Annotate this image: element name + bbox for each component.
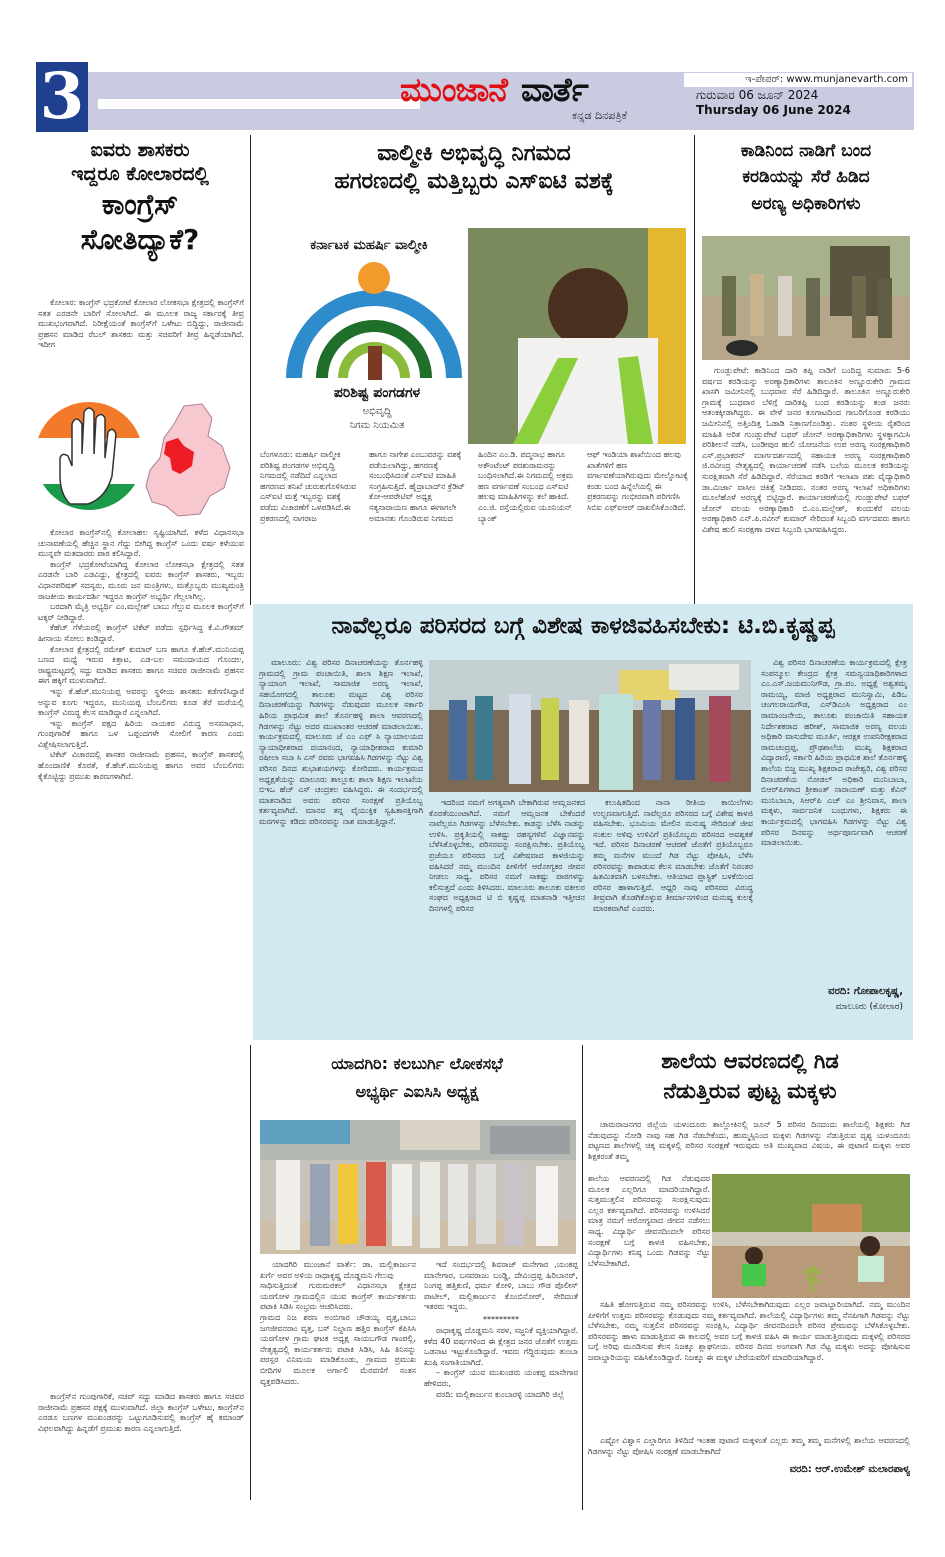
yadgir-col1: ಯಾದಗಿರಿ ಮುಂಜಾನೆ ವಾರ್ತೆ: ಡಾ. ಮಲ್ಲಿಕಾರ್ಜುನ ಖರ್ಗೆ ಅವರ ಅಳಿಯ ರಾಧಾಕೃಷ್ಣ ದೊಡ್ಡಮನಿ ಗೆಲುವು ಸಾಧಿಸುತ್ತಿದಂತೆ ಗುರುಮಠಕಲ್ ವಿಧಾನಸಭಾ ಕ್ಷೇತ್ರದ ಯರಗೋಳ ಗ್ರಾಮದಲ್ಲಿನ ಯುವ ಕಾಂಗ್ರೆಸ್ ಕಾರ್ಯಕರ್ತರು ಪಟಾಕಿ ಸಿಡಿಸಿ ಸಂಭ್ರಮ ಆಚರಿಸಿದರು. ಗ್ರಾಮದ ನಿಜ ಶರಣ ಅಂಬಿಗಾರ ಚೌಡಯ್ಯ ವೃತ್ತ,ಬಾಬು ಜಗಜೀವನರಾಂ ವೃತ್ತ, ಬಸ್ ನಿಲ್ದಾಣ ಹತ್ತಿರ ಕಾಂಗ್ರೆಸ್ ಕೆಪಿಸಿಸಿ ಯರಗೋಳ ಗ್ರಾಮ ಘಟಕ ಅಧ್ಯಕ್ಷ ಸಾಯಬಗೌಡ ಗಾಂಪಲ್ಲಿ, ನೇತೃತ್ವದಲ್ಲಿ ಕಾರ್ಯಕರ್ತರು ಪಟಾಕಿ ಸಿಡಿಸಿ, ಸಿಹಿ ತಿನಿಸನ್ನು ಪರಸ್ಪರ ವಿನಿಮಯ ಮಾಡಿಕೊಂಡು, ಗ್ರಾಮದ ಪ್ರಮುಖ ಬೀದಿಗಳ ಮೂಲಕ ಅರ್ಗಾಲಿ ಮೆರವಣಿಗೆ ಸಂತಸ ವ್ಯಕ್ತಪಡಿಸಿದರು. — [260, 1260, 416, 1386]
yadgir-headline-line: ಯಾದಗಿರಿ: ಕಲಬುರ್ಗಿ ಲೋಕಸಭೆ — [331, 1054, 503, 1073]
kolar-headline-line: ಐವರು ಶಾಸಕರು — [90, 139, 190, 161]
date-kannada: ಗುರುವಾರ 06 ಜೂನ್ 2024 — [696, 88, 819, 102]
epaper-url[interactable]: ಇ-ಪೇಪರ್: www.munjanevarth.com — [684, 73, 912, 87]
yadgir-col2c: – ಕಾಂಗ್ರೆಸ್ ಯುವ ಮುಖಂಡರು ಯಂಕಪ್ಪ ಮಾನೇಗಾರ ಹೇಳಿದರು, — [424, 1368, 578, 1388]
bear-headline-line: ಕಾಡಿನಿಂದ ನಾಡಿಗೆ ಬಂದ — [740, 141, 872, 161]
kolar-headline — [32, 138, 248, 257]
yadgir-headline — [254, 1050, 580, 1106]
logo-red-word: ಮುಂಜಾನೆ — [400, 70, 507, 109]
bear-headline-line: ಅರಣ್ಯ ಅಧಿಕಾರಿಗಳು — [751, 193, 861, 214]
valmiki-logo-and-portrait-image — [258, 228, 686, 444]
valmiki-column: ಹಾಗೂ ನಾಗೇಶ ಎಂಬುವರನ್ನು ವಶಕ್ಕೆ ಪಡೆಯಲಾಗಿದ್ದು, ಹಗರಣಕ್ಕೆ ಸಂಬಂಧಿಸಿದಂತೆ ಎಸ್‌ಐಟಿ ಮಾಹಿತಿ ಸಂಗ್ರಹಿಸುತ್ತಿದೆ. ಹೈದ್ರಾಬಾದ್‌ನ ಕ್ರೆಡಿಟ್ ಕೋ-ಆಪರೇಟಿವ್ ಅಧ್ಯಕ್ಷ ಸತ್ಯನಾರಾಯಣ ಹಾಗೂ ಈಗಾಗಲೇ ಅಮಾನತು ಗೊಂಡಿರುವ ನಿಗಮದ — [369, 450, 465, 523]
environment-col4: ವಿಶ್ವ ಪರಿಸರ ದಿನಾಚರಣೆಯ ಕಾರ್ಯಕ್ರಮದಲ್ಲಿ ಕ್ಷೇತ್ರ ಸಂಪನ್ಮೂಲ ಕೇಂದ್ರದ ಕ್ಷೇತ್ರ ಸಮನ್ವಯಾಧಿಕಾರಿಗಳಾದ ಎಂ.ಎಸ್.ಜಯಮುನಿಗೌಡ, ಗ್ರಾ.ಪಂ. ಅಧ್ಯಕ್ಷೆ ಅಶ್ವತಮ್ಮ ರಾಮಯ್ಯ, ಮಾಜಿ ಅಧ್ಯಕ್ಷರಾದ ಮುನಿಸ್ವಾಮಿ, ಪಿಡಿಒ ಚಂಗಲರಾಯಗೌಡ, ಎಸ್‌ಡಿಎಂಸಿ ಅಧ್ಯಕ್ಷರಾದ ಎಂ ರಾಮಾಂಜನೇಯ, ತಾಲೂಕು ಪಂಚಾಯಿತಿ ಸಹಾಯಕ ನಿರ್ದೇಶಕರಾದ ಹರೀಶ್, ಸಾಮಾಜಿಕ ಅರಣ್ಯ ವಲಯ ಅಧಿಕಾರಿ ವಾಸುದೇವ ಮೂರ್ತಿ, ಆರಕ್ಷಕ ಉಪನಿರೀಕ್ಷಕರಾದ ರಾಮಚಂದ್ರಪ್ಪ, ಪ್ರೌಢಶಾಲೆಯ ಮುಖ್ಯ ಶಿಕ್ಷಕರಾದ ವಿದ್ಯಾರಾಣಿ, ಸರ್ಕಾರಿ ಹಿರಿಯ ಪ್ರಾಥಮಿಕ ಶಾಲೆ ತೊರ್ನಹಳ್ಳಿ ಶಾಲೆಯ ಬಿಜ್ಜ ಮುಖ್ಯ ಶಿಕ್ಷಕರಾದ ರಾಜೇಶ್ವರಿ, ವಿಶ್ವ ಪರಿಸರ ದಿನಾಚರಣೆಯ ನೋಡಲ್ ಅಧಿಕಾರಿ ಮುನಿಬಾಬಾ, ಬಿಆರ್‌ಪಿಗಳಾದ ಶ್ರೀಕಾಂತ್ ನಾರಾಯಣ್ ಮತ್ತು ಕೆವಿನ್ ಮುನಿಬಾಬಾ, ಸಿಆರ್‌ಪಿ ಎಚ್ ಎಂ ಶ್ರೀನಿವಾಸ, ಶಾಲಾ ಮಕ್ಕಳು, ಸಾರ್ವಜನಿಕ ಬಂಧುಗಳು, ಶಿಕ್ಷಕರು ಈ ಕಾರ್ಯಕ್ರಮದಲ್ಲಿ ಭಾಗವಹಿಸಿ ಗಿಡಗಳನ್ನು ನೆಟ್ಟು ವಿಶ್ವ ಪರಿಸರ ದಿನವನ್ನು ಅರ್ಥಪೂರ್ಣವಾಗಿ ಆಚರಣೆ ಮಾಡಲಾಯಿತು. — [761, 658, 907, 848]
valmiki-column: ಹಿಂದಿನ ಎಂ.ಡಿ. ಪದ್ಮನಾಭ ಹಾಗೂ ಅಕೌಂಟೆಂಟ್ ಪರಶುರಾಮರನ್ನು ಬಂಧಿಸಲಾಗಿದೆ.ಈ ನಿಗಮದಲ್ಲಿ ಅಕ್ರಮ ಹಣ ವರ್ಗಾವಣೆ ಸಂಬಂಧ ಎಸ್‌ಐಟಿ ಹಲವು ಮಾಹಿತಿಗಳನ್ನು ಕಲೆ ಹಾಕಿದೆ. ಎಂ.ಜಿ. ರಸ್ತೆಯಲ್ಲಿರುವ ಯೂನಿಯನ್ ಬ್ಯಾಂಕ್ — [478, 450, 574, 523]
masthead — [36, 59, 914, 134]
school-headline-line: ನೆಡುತ್ತಿರುವ ಪುಟ್ಟ ಮಕ್ಕಳು — [663, 1079, 837, 1104]
kolar-intro: ಕೋಲಾರ: ಕಾಂಗ್ರೆಸ್ ಭದ್ರಕೋಟೆ ಕೋಲಾರ ಲೋಕಸಭಾ ಕ್ಷೇತ್ರದಲ್ಲಿ ಕಾಂಗ್ರೆಸ್‌ಗೆ ಸತತ ಎರಡನೇ ಬಾರಿಗೆ ಸೋಲಾಗಿದೆ. ಈ ಮೂಲಕ ರಾಜ್ಯ ಸರ್ಕಾರಕ್ಕೆ ತೀವ್ರ ಮುಖಭಂಗವಾಗಿದೆ. ನಿರೀಕ್ಷೆಯಂತೆ ಕಾಂಗ್ರೆಸ್‌ಗೆ ಒಳೇಟು ಬಿದ್ದಿದ್ದು, ರಾಜೀನಾಮೆ ಪ್ರಹಸನ ಮಾಡಿದ ರೆಬಲ್ ಶಾಸಕರು ಮತ್ತು ಸಚಿವರಿಗೆ ತೀವ್ರ ಹಿನ್ನಡೆಯಾಗಿದೆ. ಇದೀಗ — [38, 298, 244, 350]
environment-col1: ಮಾಲೂರು: ವಿಶ್ವ ಪರಿಸರ ದಿನಾಚರಣೆಯನ್ನು ತೊರ್ನಹಳ್ಳಿ ಗ್ರಾಮದಲ್ಲಿ ಗ್ರಾಮ ಪಂಚಾಯಿತಿ, ಶಾಲಾ ಶಿಕ್ಷಣ ಇಲಾಖೆ, ನ್ಯಾಯಾಂಗ ಇಲಾಖೆ, ಸಾಮಾಜಿಕ ಅರಣ್ಯ ಇಲಾಖೆ, ಸಹಯೋಗದಲ್ಲಿ ತಾಲೂಕು ಮಟ್ಟದ ವಿಶ್ವ ಪರಿಸರ ದಿನಾಚರಣೆಯನ್ನು ಗಿಡಗಳನ್ನು ನೆಡುವುದರ ಮೂಲಕ ಸರ್ಕಾರಿ ಹಿರಿಯ ಪ್ರಾಥಮಿಕ ಶಾಲೆ ತೊರ್ನಹಳ್ಳಿ ಶಾಲಾ ಆವರಣದಲ್ಲಿ ಗಿಡಗಳನ್ನು ನೆಟ್ಟು ಅದರ ಮುಖಾಂತರ ಆಚರಣೆ ಮಾಡಲಾಯಿತು. ಕಾರ್ಯಕ್ರಮದಲ್ಲಿ ಮಾಲೂರು ಜೆ ಎಂ ಎಫ್ ಸಿ ನ್ಯಾಯಾಲಯದ ನ್ಯಾಯಾಧೀಶರಾದ ದಯಾನಂದ, ನ್ಯಾಯಾಧೀಶರಾದ ಕುಮಾರಿ ರಷೀಲಾ ಸಬಾ ಸಿ ಎಸ್ ರವರು ಭಾಗವಹಿಸಿ ಗಿಡಗಳನ್ನು ನೆಟ್ಟು ವಿಶ್ವ ಪರಿಸರ ದಿನದ ಶುಭಾಶಯಗಳನ್ನು ಕೋರಿದರು. ಕಾರ್ಯಕ್ರಮದ ಅಧ್ಯಕ್ಷತೆಯನ್ನು ಮಾಲೂರು ತಾಲ್ಲೂಕು ಶಾಲಾ ಶಿಕ್ಷಣ ಇಲಾಖೆಯ ಬಿಇಒ ಹೆಚ್ ಎಸ್ ಚಂದ್ರಕಲ ವಹಿಸಿದ್ದರು. ಈ ಸಂದರ್ಭದಲ್ಲಿ ಮಾತನಾಡಿದ ಅವರು ಪರಿಸರ ಸಂರಕ್ಷಣೆ ಪ್ರತಿಯೊಬ್ಬ ಕರ್ತವ್ಯವಾಗಿದೆ. ಮಾನವ ತನ್ನ ವೈಯುಕ್ತಿಕ ಸ್ವಹಿತಾಸಕ್ತಿಗಾಗಿ ಮರಗಳನ್ನು ಕಡಿದು ಪರಿಸರವನ್ನು ನಾಶ ಮಾಡುತ್ತಿದ್ದಾನೆ. — [259, 658, 423, 826]
yadgir-col2b: ರಾಧಾಕೃಷ್ಣ ದೊಡ್ಡಮನಿ ಸರಳ, ಸಜ್ಜನಿಕೆ ವ್ಯಕ್ತಿಯಾಗಿದ್ದಾರೆ. ಕಳೆದ 40 ವರ್ಷಗಳಿಂದ ಈ ಕ್ಷೇತ್ರದ ಜನರ ಜೊತೆಗೆ ಉತ್ತಮ ಒಡನಾಟ ಇಟ್ಟುಕೊಂಡಿದ್ದಾರೆ. ಇವರು ಗೆದ್ದಿರುವುದು ತುಂಬಾ ಖುಷಿ ಸಂಗಾತಿಯಾಗಿದೆ. — [424, 1325, 578, 1367]
valmiki-column: ಆಫ್ ಇಂಡಿಯಾ ಶಾಖೆಯಿಂದ ಹಲವು ಖಾತೆಗಳಿಗೆ ಹಣ ವರ್ಗಾವಣೆಯಾಗಿರುವುದು ಮೇಲ್ನೋಟಕ್ಕೆ ಕಂಡು ಬಂದ ಹಿನ್ನೆಲೆಯಲ್ಲಿ ಈ ಪ್ರಕರಣವನ್ನು ಗಂಭೀರವಾಗಿ ಪರಿಗಣಿಸಿ ಸಿಬಿಐ ಎಫ್‌ಐಆರ್ ದಾಖಲಿಸಿಕೊಂಡಿದೆ. — [587, 450, 688, 512]
school-side: ಶಾಲೆಯ ಆವರಣದಲ್ಲಿ ಗಿಡ ನೆಡುವುದರ ಮೂಲಕ ಎಲ್ಲರಿಗೂ ಮಾದರಿಯಾಗಿದ್ದಾರೆ. ಸುತ್ತಮುತ್ತಲಿನ ಪರಿಸರವನ್ನು ಸಂರಕ್ಷಿಸುವುದು ಎಲ್ಲರ ಕರ್ತವ್ಯವಾಗಿದೆ. ಪರಿಸರವನ್ನು ಉಳಿಸಿದರೆ ಮಾತ್ರ ನಮಗೆ ಆರೋಗ್ಯವಾದ ಜೀವನ ನಡೆಸಲು ಸಾಧ್ಯ. ವಿದ್ಯಾರ್ಥಿ ಜೀವನದಿಂದಲೇ ಪರಿಸರ ಸಂರಕ್ಷಣೆ ಬಗ್ಗೆ ಕಾಳಜಿ ವಹಿಸಬೇಕು, ವಿದ್ಯಾರ್ಥಿಗಳು ಕನಿಷ್ಠ ಒಂದು ಗಿಡವನ್ನು ನೆಟ್ಟು ಬೆಳೆಸಬೇಕಾಗಿದೆ. — [588, 1174, 710, 1268]
valmiki-headline-line: ಹಗರಣದಲ್ಲಿ ಮತ್ತಿಬ್ಬರು ಎಸ್‌ಐಟಿ ವಶಕ್ಕೆ — [334, 169, 614, 195]
school-headline-line: ಶಾಲೆಯ ಆವರಣದಲ್ಲಿ ಗಿಡ — [661, 1049, 839, 1073]
bear-headline-line: ಕರಡಿಯನ್ನು ಸೆರೆ ಹಿಡಿದ — [742, 167, 870, 188]
school-byline: ವರದಿ: ಆರ್.ಉಮೇಶ್ ಮಲಾರಪಾಳ್ಯ — [789, 1464, 910, 1475]
environment-headline: ನಾವೆಲ್ಲರೂ ಪರಿಸರದ ಬಗ್ಗೆ ವಿಶೇಷ ಕಾಳಜಿವಹಿಸಬೇಕು: ಟಿ.ಬಿ.ಕೃಷ್ಣಪ್ಪ — [331, 613, 835, 639]
school-body: ಸಹಿತಿ ಹೋಗುತ್ತಿರುವ ನಮ್ಮ ಪರಿಸರವನ್ನು ಉಳಿಸಿ, ಬೆಳೆಸಬೇಕಾಗಿರುವುದು ಎಲ್ಲರ ಜವಾಬ್ದಾರಿಯಾಗಿದೆ. ನಮ್ಮ ಮುಂದಿನ ಪೀಳಿಗೆಗೆ ಉತ್ತಮ ಪರಿಸರವನ್ನು ಕೊಡುವುದು ನಮ್ಮ ಕರ್ತವ್ಯವಾಗಿದೆ. ಶಾಲೆಯಲ್ಲಿ ವಿದ್ಯಾರ್ಥಿಗಳು ತಮ್ಮ ನೆನಪಿಗಾಗಿ ಗಿಡವನ್ನು ನೆಟ್ಟು ಬೆಳೆಸಬೇಕು, ನಮ್ಮ ಸುತ್ತಲಿನ ಪರಿಸರವನ್ನು ಸಂರಕ್ಷಿಸಿ, ವಿದ್ಯಾರ್ಥಿ ಜೀವನದಿಂದಲೇ ಪರಿಸರ ಪ್ರೇಮವನ್ನು ಬೆಳೆಸಿಕೊಳ್ಳಬೇಕು. ಪರಿಸರವನ್ನು ಹಾಳು ಮಾಡುತ್ತಿರುವ ಈ ಕಾಲದಲ್ಲಿ ಅವರ ಬಗ್ಗೆ ಕಾಳಜಿ ವಹಿಸಿ ಈ ಕಾರ್ಯ ಮಾಡುತ್ತಿರುವುದು ಮಕ್ಕಳಲ್ಲಿ ಪರಿಸರದ ಬಗ್ಗೆ ಅರಿವು ಮೂಡಿಸುವ ಕೆಲಸ ನಿಜಕ್ಕೂ ಶ್ಲಾಘನೀಯ. ಪರಿಸರ ದಿನದ ಅಂಗವಾಗಿ ಗಿಡ ನೆಟ್ಟ ಮಕ್ಕಳು ಅದನ್ನು ಪೋಷಿಸುವ ಜವಾಬ್ದಾರಿಯನ್ನು ವಹಿಸಿಕೊಂಡಿದ್ದಾರೆ. ನಿಜಕ್ಕೂ ಈ ಮಕ್ಕಳ ಬೇರೆಯವರಿಗೆ ಮಾದರಿಯಾಗಿದ್ದಾರೆ. — [588, 1300, 910, 1362]
kolar-headline-line: ಸೋತಿದ್ಯಾಕೆ? — [80, 222, 200, 256]
kolar-body: ಕೋಲಾರ ಕಾಂಗ್ರೆಸ್‌ನಲ್ಲಿ ಕೋಲಾಹಲ ಸೃಷ್ಟಿಯಾಗಿದೆ. ಕಳೆದ ವಿಧಾನಸಭಾ ಚುನಾವಣೆಯಲ್ಲಿ ಹೆಚ್ಚಿನ ಸ್ಥಾನ ಗೆದ್ದು ಬೀಗಿದ್ದ ಕಾಂಗ್ರೆಸ್ ಒಂದು ವರ್ಷ ಕಳೆಯುವ ಮುನ್ನವೇ ಮತದಾರರು ಪಾಠ ಕಲಿಸಿದ್ದಾರೆ. ಕಾಂಗ್ರೆಸ್ ಭದ್ರಕೋಟೆಯಾಗಿದ್ದ ಕೋಲಾರ ಲೋಕಸಭಾ ಕ್ಷೇತ್ರದಲ್ಲಿ ಸತತ ಎರಡನೇ ಬಾರಿ ಎಡವಿದ್ದು, ಕ್ಷೇತ್ರದಲ್ಲಿ ಐವರು ಕಾಂಗ್ರೆಸ್ ಶಾಸಕರು, ಇಬ್ಬರು ವಿಧಾನಪರಿಷತ್ ಸದಸ್ಯರು, ಮೂರು ಜನ ಮಂತ್ರಿಗಳು, ಮತ್ತೊಬ್ಬರು ಮುಖ್ಯಮಂತ್ರಿ ರಾಜಕೀಯ ಕಾರ್ಯದರ್ಶಿ ಇದ್ದರೂ ಕಾಂಗ್ರೆಸ್ ಅಭ್ಯರ್ಥಿ ಗೆಲ್ಲಲಾಗಿಲ್ಲ. ಬರದಾಗಿ ಮೈತ್ರಿ ಅಭ್ಯರ್ಥಿ ಎಂ.ಮಲ್ಲೇಶ್ ಬಾಬು ಗೆಲ್ಲುವ ಮೂಲಕ ಕಾಂಗ್ರೆಸ್‌ಗೆ ಟಕ್ಕರ್ ನೀಡಿದ್ದಾರೆ. ಕೆಹೆಚ್ ಗೆಳೆಯರಲ್ಲಿ ಕಾಂಗ್ರೆಸ್ ಟಿಕೆಟ್ ಪಡೆದು ಸ್ಪರ್ಧಿಸಿದ್ದ ಕೆ.ವಿ.ಗೌತಮ್ ಹೀನಾಯ ಸೋಲು ಕಂಡಿದ್ದಾರೆ. ಕೋಲಾರ ಕ್ಷೇತ್ರದಲ್ಲಿ ರಮೇಶ್ ಕುಮಾರ್ ಬಣ ಹಾಗೂ ಕೆ.ಹೆಚ್.ಮುನಿಯಪ್ಪ ಬಣದ ಮಧ್ಯೆ ಇರುವ ಕಿತ್ತಾಟ, ಎಡ-ಬಲ ಸಮುದಾಯದ ಗೊಂದಲ, ರಾಷ್ಟ್ರಮಟ್ಟದಲ್ಲಿ ಸದ್ದು ಮಾಡಿದ ಶಾಸಕರು ಹಾಗೂ ಸಚಿವರ ರಾಜೀನಾಮೆ ಪ್ರಹಸನ ಈಗ ಹಕ್ಕಿಗೆ ಮುಳುವಾಗಿದೆ. ಇನ್ನು ಕೆ.ಹೆಚ್.ಮುನಿಯಪ್ಪ ಅವರನ್ನು ಸ್ಥಳೀಯ ಶಾಸಕರು ಕಡೆಗಣಿಸಿದ್ದಾರೆ ಅನ್ನುವ ಕೂಗು ಇದ್ದರೂ, ಮುನಿಯಪ್ಪ ಬೆಂಬಲಿಗರು ಕೂಡ ತೆರೆ ಮರೆಯಲ್ಲಿ ಕಾಂಗ್ರೆಸ್ ವಿರುದ್ಧ ಕೆಲಸ ಮಾಡಿದ್ದಾರೆ ಎನ್ನಲಾಗಿದೆ. ಇನ್ನು ಕಾಂಗ್ರೆಸ್ ಪಕ್ಷದ ಹಿರಿಯ ನಾಯಕರ ವಿರುದ್ಧ ಅಸಮಾಧಾನ, ಗುಂಪುಗಾರಿಕೆ ಹಾಗೂ ಒಳ ಒಪ್ಪಂದಗಳೇ ಸೋಲಿಗೆ ಕಾರಣ ಎಂದು ವಿಶ್ಲೇಷಿಸಲಾಗುತ್ತಿದೆ. ಟಿಕೆಟ್ ವಿಚಾರದಲ್ಲಿ ಶಾಸಕರ ರಾಜೀನಾಮೆ ಪ್ರಹಸನ, ಕಾಂಗ್ರೆಸ್ ಶಾಸಕರಲ್ಲಿ ಹೊಂದಾಣಿಕೆ ಕೊರತೆ, ಕೆ.ಹೆಚ್.ಮುನಿಯಪ್ಪ ಹಾಗೂ ಅವರ ಬೆಂಬಲಿಗರು ಕೈಕೊಟ್ಟಿದ್ದು ಪ್ರಮುಖ ಕಾರಣಗಳಾಗಿವೆ. — [38, 528, 244, 781]
valmiki-body — [260, 450, 688, 596]
column-divider — [694, 135, 695, 605]
newspaper-subtitle: ಕನ್ನಡ ದಿನಪತ್ರಿಕೆ — [572, 109, 628, 122]
yadgir-col2-wrap — [424, 1260, 578, 1492]
valmiki-logo-sub-text: ಅಭಿವೃದ್ಧಿ — [362, 406, 392, 417]
children-planting-photo — [712, 1174, 910, 1298]
logo-black-word: ವಾರ್ತೆ — [521, 70, 588, 109]
environment-col3: ಕಲುಷಿತದಿಂದ ನಾನಾ ರೀತಿಯ ಕಾಯಿಲೆಗಳು ಉಲ್ಬಣವಾಗುತ್ತಿದೆ. ನಾವೆಲ್ಲರೂ ಪರಿಸರದ ಬಗ್ಗೆ ವಿಶೇಷ ಕಾಳಜಿ ವಹಿಸಬೇಕು. ಭೂಮಿಯ ಮೇಲಿನ ಮನುಷ್ಯ ಸೇರಿದಂತೆ ಜೀವ ಸಂಕುಲ ಅಳಿವು ಉಳಿವಿಗೆ ಪ್ರತಿಯೊಬ್ಬರು ಪರಿಸರದ ಅವಶ್ಯಕತೆ ಇದೆ. ಪರಿಸರ ದಿನಾಚರಣೆ ಆಚರಣೆ ಜೊತೆಗೆ ಪ್ರತಿಯೊಬ್ಬರೂ ತಮ್ಮ ಮನೆಗಳ ಮುಂದೆ ಗಿಡ ನೆಟ್ಟು ಪೋಷಿಸಿ, ಬೆಳೆಸಿ ಪರಿಸರವನ್ನು ಕಾಪಾಡುವ ಕೆಲಸ ಮಾಡಬೇಕು ಜೊತೆಗೆ ನಿರಂತರ ಹಿತಮಿತವಾಗಿ ಬಳಸಬೇಕು. ಆತಿಯಾದ ಪ್ಲಾಸ್ಟಿಕ್ ಬಳಕೆಯಿಂದ ಪರಿಸರ ಹಾಳಾಗುತ್ತಿದೆ. ಆಧ್ದರಿ ನಾವು ಪರಿಸರದ ವಿರುದ್ಧ ತೀವ್ರವಾಗಿ ತೊಡಗಿಕೊಳ್ಳುವ ತೀರ್ಮಾನಗಳಿಂದ ಮನುಷ್ಯ ಕುಲಕ್ಕೆ ಮಾರಕವಾಗಿವೆ ಎಂದರು. — [593, 798, 753, 913]
congress-kolar-map-image — [34, 394, 246, 522]
bear-rescue-photo — [702, 236, 910, 360]
school-intro: ಚಾಮರಾಜನಗರ ಜಿಲ್ಲೆಯ ಯಳಂದೂರು ತಾಲ್ಲೋಕಿನಲ್ಲಿ ಜೂನ್ 5 ಪರಿಸರ ದಿನದಂದು ಶಾಲೆಯಲ್ಲಿ ಶಿಕ್ಷಕರು ಗಿಡ ನೆಡುವುದನ್ನು ನೋಡಿ ನಾವು ಸಹ ಗಿಡ ನೆಡಬೇಕೆಂದು, ಹುಮ್ಮಸ್ಸಿನಿಂದ ಮಕ್ಕಳು ಗಿಡಗಳನ್ನು ನೆಡುತ್ತಿರುವ ದೃಶ್ಯ ಯಳಂದೂರು ಪಟ್ಟಣದ ಶಾಲೆಗಳಲ್ಲಿ ಚಿಕ್ಕ ಮಕ್ಕಳಲ್ಲಿ ಪರಿಸರ ಸಂರಕ್ಷಣೆ ಇರುವುದು ಅತಿ ಮುಖ್ಯವಾದ ವಿಷಯ, ಈ ಪುಟಾಣಿ ಮಕ್ಕಳು ಅವರ ಶಿಕ್ಷಕರಂತೆ ತಮ್ಮ — [588, 1120, 910, 1161]
masthead-rule — [98, 99, 420, 109]
yadgir-byline: ವರದಿ: ಮಲ್ಲಿಕಾರ್ಜುನ ಕುಂಬಾರಳ್ಳಿ ಯಾದಗಿರಿ ಜಿಲ್ಲೆ — [436, 1389, 565, 1399]
bear-headline — [698, 138, 914, 217]
yadgir-headline-line: ಅಭ್ಯರ್ಥಿ ಎಐಸಿಸಿ ಅಧ್ಯಕ್ಷ — [355, 1082, 479, 1101]
environment-byline-place: ಮಾಲೂರು (ಕೋಲಾರ) — [835, 1002, 903, 1012]
bear-body: ಗುಂಡ್ಲುಪೇಟೆ: ಕಾಡಿನಿಂದ ದಾರಿ ತಪ್ಪಿ ನಾಡಿಗೆ ಬಂದಿದ್ದ ಸುಮಾರು 5-6 ವರ್ಷದ ಕರಡಿಯನ್ನು ಅರಣ್ಯಾಧಿಕಾರಿಗಳು ತಾಲೂಕಿನ ಅಣ್ಣೂರುಕೇರಿ ಗ್ರಾಮದ ಖಾಸಗಿ ಜಮೀನಿನಲ್ಲಿ ಬುಧವಾರ ಸೆರೆ ಹಿಡಿದಿದ್ದಾರೆ. ತಾಲೂಕಿನ ಅಣ್ಣೂರುಕೇರಿ ಗ್ರಾಮಕ್ಕೆ ಬುಧವಾರ ಬೆಳಿಗ್ಗೆ ದಾರಿತಪ್ಪಿ ಬಂದ ಕರಡಿಯನ್ನು ಕಂಡ ಜನರು ಆತಂಕಕ್ಕೀಡಾಗಿದ್ದರು. ಈ ವೇಳೆ ಜನರ ಕೂಗಾಟದಿಂದ ಗಾಬರಿಗೊಂಡ ಕರಡಿಯು ಜಮೀನಿನಲ್ಲಿ ಅತ್ತಿಂದಿತ್ತ ಓಡಾಡಿ ನಿತ್ರಾಣಗೊಂಡಿತ್ತು. ನಂತರ ಸ್ಥಳೀಯ ರೈತರಿಂದ ಮಾಹಿತಿ ಅರಿತ ಗುಂಡ್ಲುಪೇಟೆ ಬಫರ್ ಜೋನ್ ಅರಣ್ಯಾಧಿಕಾರಿಗಳು ಸ್ಥಳಕ್ಕಾಗಮಿಸಿ ಪರಿಶೀಲನೆ ನಡೆಸಿ, ಬಂಡೀಪುರ ಹುಲಿ ಯೋಜನೆಯ ಉಪ ಅರಣ್ಯ ಸಂರಕ್ಷಣಾಧಿಕಾರಿ ಎಸ್.ಪ್ರಭಾಕರನ್ ಮಾರ್ಗದರ್ಶನದಲ್ಲಿ ಸಹಾಯಕ ಅರಣ್ಯ ಸಂರಕ್ಷಣಾಧಿಕಾರಿ ಜಿ.ರವೀಂದ್ರ ನೇತೃತ್ವದಲ್ಲಿ ಕಾರ್ಯಾಚರಣೆ ನಡೆಸಿ ಬಲೆಯ ಮೂಲಕ ಕರಡಿಯನ್ನು ಸುರಕ್ಷಿತವಾಗಿ ಸೆರೆ ಹಿಡಿದಿದ್ದಾರೆ. ಸೆರೆಯಾದ ಕರಡಿಗೆ ಇಲಾಖಾ ಪಶು ವೈದ್ಯಾಧಿಕಾರಿ ಡಾ.ಮಿರ್ಜಾ ವಾಸೀಂ ಚಿಕಿತ್ಸೆ ನೀಡಿದರು. ನಂತರ ಅರಣ್ಯ ಇಲಾಖೆ ಅಧಿಕಾರಿಗಳು ಮೂಲೆಹೊಳೆ ಅರಣ್ಯಕ್ಕೆ ಬಿಟ್ಟಿದ್ದಾರೆ. ಕಾರ್ಯಾಚರಣೆಯಲ್ಲಿ ಗುಂಡ್ಲುಪೇಟೆ ಬಫರ್ ಜೋನ್ ವಲಯ ಅರಣ್ಯಾಧಿಕಾರಿ ಬಿ.ಎಂ.ಮಲ್ಲೇಶ್, ಕುಂದುಕೆರೆ ವಲಯ ಅರಣ್ಯಾಧಿಕಾರಿ ಎನ್.ಪಿ.ನವೀನ್ ಕುಮಾರ್ ಸೇರಿದಂತೆ ಸಿಬ್ಬಂದಿ ವರ್ಗದವರು ಹಾಗೂ ವಿಶೇಷ ಹುಲಿ ಸಂರಕ್ಷಣಾ ದಳದ ಸಿಬ್ಬಂದಿ ಭಾಗವಹಿಸಿದ್ದರು. — [702, 366, 910, 534]
kolar-closing: ಕಾಂಗ್ರೆಸ್‌ನ ಗುಂಪುಗಾರಿಕೆ, ಸಚಿವ್ ಸದ್ದು ಮಾಡಿದ ಶಾಸಕರು ಹಾಗೂ ಸಚಿವರ ರಾಜೀನಾಮೆ ಪ್ರಹಸನ ಪಕ್ಷಕ್ಕೆ ಮುಳುವಾಗಿದೆ. ಜಿಲ್ಲಾ ಕಾಂಗ್ರೆಸ್ ಒಳೇಟು, ಕಾಂಗ್ರೆಸ್‌ನ ಎರಡೂ ಬಣಗಳ ಮುಖಂಡರನ್ನು ಒಟ್ಟುಗೂಡಿಸುವಲ್ಲಿ ಕಾಂಗ್ರೆಸ್ ಹೈ ಕಮಾಂಡ್ ವಿಫಲವಾಗಿದ್ದು ಹಿನ್ನಡೆಗೆ ಪ್ರಮುಖ ಕಾರಣ ಎನ್ನಲಾಗುತ್ತಿದೆ. — [38, 1392, 244, 1433]
story-environment — [253, 604, 913, 1040]
separator: ********* — [483, 1314, 519, 1324]
valmiki-logo-sub-text: ನಿಗಮ ನಿಯಮಿತ — [349, 420, 405, 431]
valmiki-logo-main-text: ಪರಿಶಿಷ್ಟ ಪಂಗಡಗಳ — [333, 385, 421, 401]
column-divider — [582, 1045, 583, 1510]
valmiki-headline — [254, 140, 694, 196]
valmiki-headline-line: ವಾಲ್ಮೀಕಿ ಅಭಿವೃದ್ಧಿ ನಿಗಮದ — [377, 141, 571, 166]
yadgir-col2: ಇದೆ ಸಂದರ್ಭದಲ್ಲಿ ಶಿವರಾಜ್ ಮನೇಗಾರ ,ಯಂಕಪ್ಪ ಮಾನೇಗಾರ, ಬಸವರಾಜು ಬಂಡ್ಡಿ, ದೇವಿಂದ್ರಪ್ಪ ಹಿರಿಬಾನರ್, ನಿಂಗಪ್ಪ ಹತ್ತಿಕುಣಿ, ಧರ್ಮ ಕೋಳಿ, ಬಾಬು ಗೌಡ ಪೊಲೀಸ್ ಪಾಟೀಲ್, ಮಲ್ಲಿಕಾರ್ಜುನ ಕೊಂಬಿನೋರ್, ಸೇರಿದಂತೆ ಇತರರು ಇದ್ದರು. — [424, 1260, 578, 1312]
valmiki-logo-arc-text: ಕರ್ನಾಟಕ ಮಹರ್ಷಿ ವಾಲ್ಮೀಕಿ — [310, 238, 428, 253]
page-number: 3 — [36, 62, 88, 132]
column-divider — [250, 135, 251, 605]
kolar-headline-line: ಇದ್ದರೂ ಕೋಲಾರದಲ್ಲಿ — [71, 163, 209, 186]
kolar-headline-line: ಕಾಂಗ್ರೆಸ್ — [101, 187, 179, 221]
tree-planting-photo — [429, 660, 751, 792]
newspaper-logo — [400, 70, 588, 110]
valmiki-column: ಬೆಂಗಳೂರು: ಮಹರ್ಷಿ ವಾಲ್ಮೀಕಿ ಪರಿಶಿಷ್ಟ ಪಂಗಡಗಳ ಅಭಿವೃದ್ಧಿ ನಿಗಮದಲ್ಲಿ ನಡೆದಿದೆ ಎನ್ನಲಾದ ಹಗರಣದ ತನಿಖೆ ಚುರುಕುಗೊಳಿಸಿರುವ ಎಸ್‌ಐಟಿ ಮತ್ತೆ ಇಬ್ಬರನ್ನು ವಶಕ್ಕೆ ಪಡೆದು ವಿಚಾರಣೆಗೆ ಒಳಪಡಿಸಿದೆ.ಈ ಪ್ರಕರಣದಲ್ಲಿ ನಾಗರಾಜ — [260, 450, 357, 523]
school-closing: ಎಷ್ಟೋ ವಿಶ್ವಾಸ ಎಲ್ಲಾರಿಗೂ ತಿಳಿದಿದೆ ಇಂತಹ ಪುಟಾಣಿ ಮಕ್ಕಳಂತೆ ಎಲ್ಲರು ತಮ್ಮ ತಮ್ಮ ಮನೆಗಳಲ್ಲಿ ಶಾಲೆಯ ಆವರಣದಲ್ಲಿ ಗಿಡಗಳನ್ನು ನೆಟ್ಟು ಪೋಷಿಸಿ ಸಂರಕ್ಷಣೆ ಮಾಡಬೇಕಾಗಿದೆ — [588, 1436, 910, 1456]
environment-col2: ಇದರಿಂದ ನಮಗೆ ಅಗತ್ಯವಾಗಿ ಬೇಕಾಗಿರುವ ಆಮ್ಲಜನಕದ ಕೊರತೆಯುಂಟಾಗಿದೆ. ನಮಗೆ ಆಮ್ಲಜನಕ ಬೇಕೆಂದರೆ ನಾವೆಲ್ಲರೂ ಗಿಡಗಳನ್ನು ಬೆಳೆಸಬೇಕು. ಕಾಡನ್ನು ಬೆಳೆಸಿ ನಾಡನ್ನು ಉಳಿಸಿ. ಪ್ರಕೃತಿಯಲ್ಲಿ ಸಾಕಷ್ಟು ರಹಸ್ಯಗಳಿವೆ ವಿಜ್ಞಾನವನ್ನು ಬೆಳೆಸಿಕೊಳ್ಳಬೇಕು, ಪರಿಸರವನ್ನು ಸಂರಕ್ಷಿಸಬೇಕು. ಪ್ರತಿಯೊಬ್ಬ ಪ್ರಜೆಯೂ ಪರಿಸರದ ಬಗ್ಗೆ ವಿಶೇಷವಾದ ಕಾಳಜಿಯನ್ನು ವಹಿಸಿದರೆ ನಮ್ಮ ಮುಂದಿನ ಪೀಳಿಗೆಗೆ ಆರೋಗ್ಯಕರ ಜೀವನ ನೀಡಲು ಸಾಧ್ಯ. ಪರಿಸರ ನಮಗೆ ಸಾಕಷ್ಟು ಪಾಠಗಳನ್ನು ಕಲಿಸುತ್ತದೆ ಎಂದು ತಿಳಿಸಿದರು. ಮಾಲೂರು ತಾಲೂಕು ವಕೀಲರ ಸಂಘದ ಅಧ್ಯಕ್ಷರಾದ ಟಿ ಬಿ ಕೃಷ್ಣಪ್ಪ ಮಾತನಾಡಿ ಇತ್ತೀಚಿನ ದಿನಗಳಲ್ಲಿ ಪರಿಸರ — [429, 798, 585, 913]
column-divider — [250, 1045, 251, 1500]
school-headline — [586, 1046, 914, 1107]
environment-byline: ವರದಿ: ಗೋಪಾಲಕೃಷ್ಣ, — [828, 986, 903, 997]
congress-celebration-photo — [260, 1120, 576, 1254]
date-english: Thursday 06 June 2024 — [696, 103, 851, 117]
